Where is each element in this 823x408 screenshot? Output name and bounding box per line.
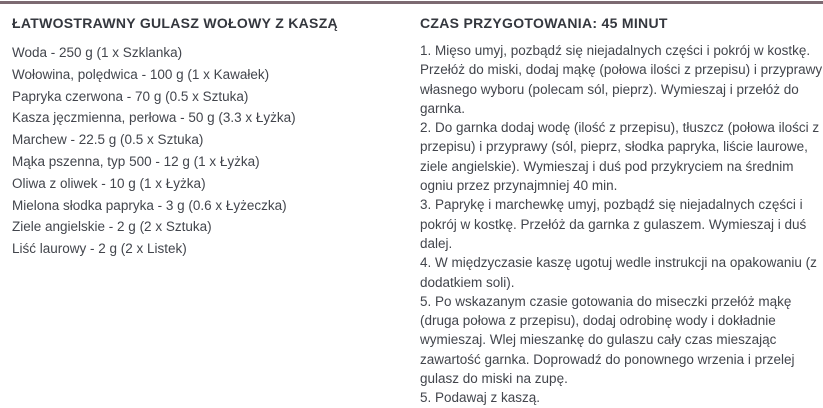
- ingredients-title: ŁATWOSTRAWNY GULASZ WOŁOWY Z KASZĄ: [12, 15, 338, 31]
- ingredient-item: Mielona słodka papryka - 3 g (0.6 x Łyżeczka): [12, 197, 287, 213]
- preparation-time-title: CZAS PRZYGOTOWANIA: 45 MINUT: [420, 15, 668, 31]
- ingredient-list: [12, 42, 410, 260]
- ingredients-section: [12, 14, 410, 260]
- instruction-step: 2. Do garnka dodaj wodę (ilość z przepisu), tłuszcz (połowa ilości z przepisu) i przyprawy (sól, pieprz, słodka papryka, liście laurowe, ziele angielskie). Wymieszaj i duś pod przykryciem na średnim ogniu przez przynajmniej 40 min.: [420, 120, 820, 194]
- top-divider: [0, 1, 823, 4]
- instructions-section: [420, 14, 823, 408]
- ingredient-item: Ziele angielskie - 2 g (2 x Sztuka): [12, 219, 212, 235]
- instruction-step: 3. Paprykę i marchewkę umyj, pozbądź się niejadalnych części i pokrój w kostkę. Przełóż da garnka z gulaszem. Wymieszaj i duś dalej.: [420, 197, 807, 251]
- ingredient-item: Papryka czerwona - 70 g (0.5 x Sztuka): [12, 88, 249, 104]
- instruction-step: 1. Mięso umyj, pozbądź się niejadalnych części i pokrój w kostkę. Przełóż do miski, dodaj mąkę (połowa ilości z przepisu) i przyprawy własnego wyboru (polecam sól, pieprz). Wymieszaj i przełóż do garnka.: [420, 43, 823, 116]
- instruction-step: 5. Podawaj z kaszą.: [420, 390, 541, 406]
- instruction-steps: [420, 41, 823, 408]
- ingredient-item: Wołowina, polędwica - 100 g (1 x Kawałek): [12, 66, 270, 82]
- instruction-step: 5. Po wskazanym czasie gotowania do miseczki przełóż mąkę (druga połowa z przepisu), dodaj odrobinę wody i dokładnie wymieszaj. Wlej mieszankę do gulaszu cały czas mieszając zawartość garnka. Doprowadź do ponownego wrzenia i przelej gulasz do miski na zupę.: [420, 293, 795, 387]
- ingredient-item: Oliwa z oliwek - 10 g (1 x Łyżka): [12, 175, 206, 191]
- ingredient-item: Liść laurowy - 2 g (2 x Listek): [12, 241, 187, 257]
- ingredient-item: Woda - 250 g (1 x Szklanka): [12, 45, 183, 60]
- instruction-step: 4. W międzyczasie kaszę ugotuj wedle instrukcji na opakowaniu (z dodatkiem soli).: [420, 255, 817, 290]
- ingredient-item: Kasza jęczmienna, perłowa - 50 g (3.3 x Łyżka): [12, 110, 296, 126]
- ingredient-item: Mąka pszenna, typ 500 - 12 g (1 x Łyżka): [12, 153, 260, 169]
- ingredient-item: Marchew - 22.5 g (0.5 x Sztuka): [12, 132, 204, 148]
